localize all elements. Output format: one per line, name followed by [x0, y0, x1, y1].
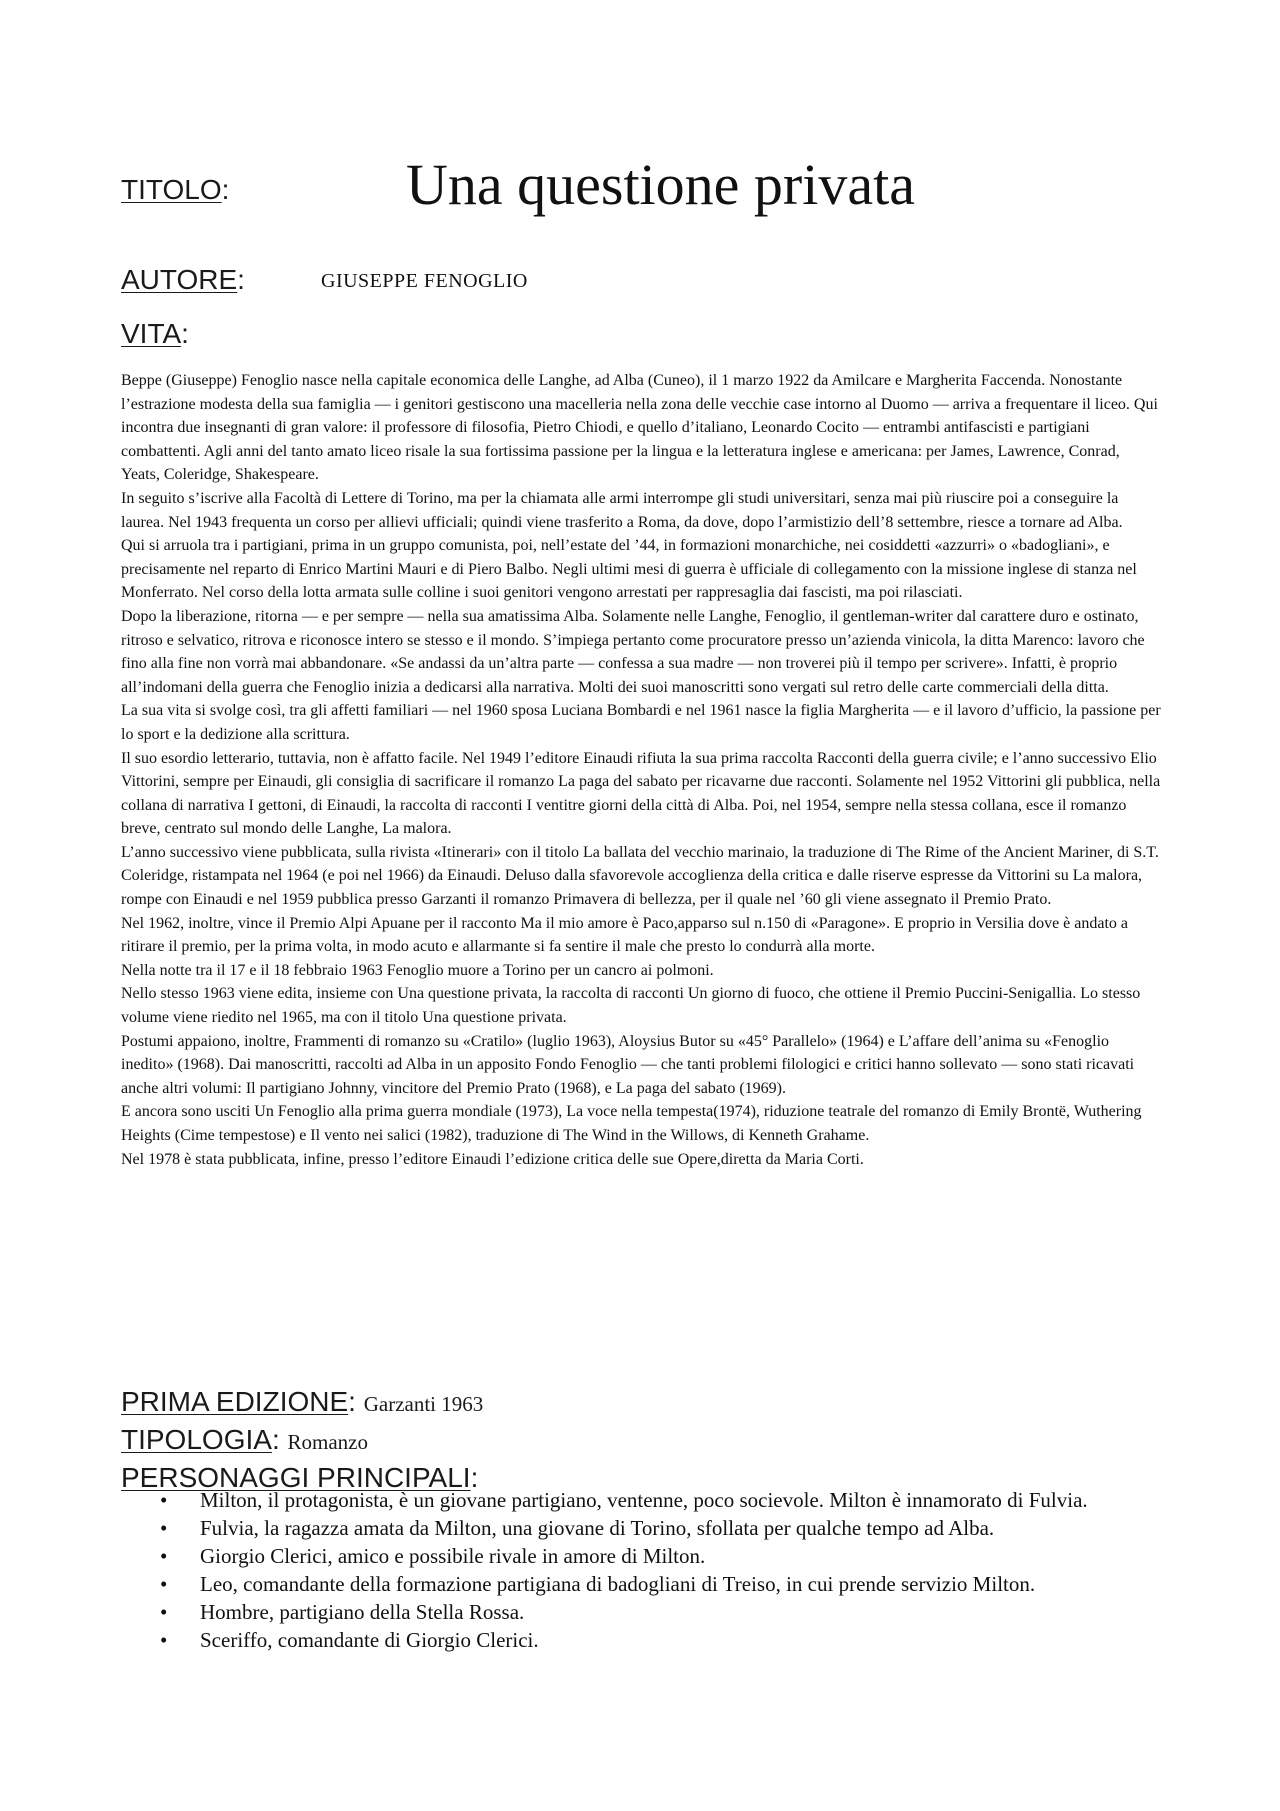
- bio-paragraph: Il suo esordio letterario, tuttavia, non è affatto facile. Nel 1949 l’editore Einaudi rifiuta la sua prima raccolta Racconti della guerra civile; e l’anno successivo Elio Vittorini, sempre per Einaudi, gli consiglia di sacrificare il romanzo La paga del sabato per ricavarne due racconti. Solamente nel 1952 Vittorini gli pubblica, nella collana di narrativa I gettoni, di Einaudi, la raccolta di racconti I ventitre giorni della città di Alba. Poi, nel 1954, sempre nella stessa collana, esce il romanzo breve, centrato sul mondo delle Langhe, La malora.: [121, 749, 1161, 838]
- bio-paragraph: Dopo la liberazione, ritorna — e per sempre — nella sua amatissima Alba. Solamente nelle Langhe, Fenoglio, il gentleman-writer dal carattere duro e ostinato, ritroso e selvatico, ritrova e riconosce intero se stesso e il mondo. S’impiega pertanto come procuratore presso un’azienda vinicola, la ditta Marenco: lavoro che fino alla fine non vorrà mai abbandonare. «Se andassi da un’altra parte — confessa a sua madre — non troverei più il tempo per scrivere». Infatti, è proprio all’indomani della guerra che Fenoglio inizia a dedicarsi alla narrativa. Molti dei suoi manoscritti sono vergati sul retro delle carte commerciali della ditta.: [121, 607, 1145, 696]
- character-text: Leo, comandante della formazione partigiana di badogliani di Treiso, in cui prende servizio Milton.: [200, 1572, 1036, 1596]
- list-item: [160, 1542, 1170, 1570]
- characters-list: [160, 1486, 1170, 1654]
- character-text: Giorgio Clerici, amico e possibile rivale in amore di Milton.: [200, 1544, 706, 1568]
- prima-edizione-value: Garzanti 1963: [363, 1392, 484, 1416]
- bio-paragraph: In seguito s’iscrive alla Facoltà di Lettere di Torino, ma per la chiamata alle armi interrompe gli studi universitari, senza mai più riuscire poi a conseguire la laurea. Nel 1943 frequenta un corso per allievi ufficiali; quindi viene trasferito a Roma, da dove, dopo l’armistizio dell’8 settembre, riesce a tornare ad Alba.: [121, 489, 1123, 531]
- prima-edizione-row: PRIMA EDIZIONE: Garzanti 1963: [121, 1386, 484, 1417]
- bio-paragraph: Qui si arruola tra i partigiani, prima in un gruppo comunista, poi, nell’estate del ’44, in formazioni monarchiche, nei cosiddetti «azzurri» o «badogliani», e precisamente nel reparto di Enrico Martini Mauri e di Piero Balbo. Negli ultimi mesi di guerra è ufficiale di collegamento con la missione inglese di stanza nel Monferrato. Nel corso della lotta armata sulle colline i suoi genitori vengono arrestati per rappresaglia dai fascisti, ma poi rilasciati.: [121, 537, 1137, 602]
- biography-text: [121, 369, 1161, 1171]
- personaggi-label: PERSONAGGI PRINCIPALI: [121, 1462, 471, 1493]
- bio-paragraph: Nello stesso 1963 viene edita, insieme con Una questione privata, la raccolta di racconti Un giorno di fuoco, che ottiene il Premio Puccini-Senigallia. Lo stesso volume viene riedito nel 1965, ma con il titolo Una questione privata.: [121, 985, 1141, 1027]
- bio-paragraph: Beppe (Giuseppe) Fenoglio nasce nella capitale economica delle Langhe, ad Alba (Cuneo), il 1 marzo 1922 da Amilcare e Margherita Faccenda. Nonostante l’estrazione modesta della sua famiglia — i genitori gestiscono una macelleria nella zona delle vecchie case intorno al Duomo — arriva a frequentare il liceo. Qui incontra due insegnanti di gran valore: il professore di filosofia, Pietro Chiodi, e quello d’italiano, Leonardo Cocito — entrambi antifascisti e partigiani combattenti. Agli anni del tanto amato liceo risale la sua fortissima passione per la lingua e la letteratura inglese e americana: per James, Lawrence, Conrad, Yeats, Coleridge, Shakespeare.: [121, 372, 1158, 484]
- bullet-icon: •: [160, 1544, 168, 1568]
- bullet-icon: •: [160, 1516, 168, 1540]
- bullet-icon: •: [160, 1572, 168, 1596]
- prima-edizione-label: PRIMA EDIZIONE: [121, 1386, 349, 1417]
- autore-label: AUTORE:: [121, 264, 245, 295]
- bullet-icon: •: [160, 1628, 168, 1652]
- character-text: Fulvia, la ragazza amata da Milton, una giovane di Torino, sfollata per qualche tempo ad Alba.: [200, 1516, 995, 1540]
- bio-paragraph: Nella notte tra il 17 e il 18 febbraio 1963 Fenoglio muore a Torino per un cancro ai polmoni.: [121, 961, 714, 979]
- bio-paragraph: L’anno successivo viene pubblicata, sulla rivista «Itinerari» con il titolo La ballata del vecchio marinaio, la traduzione di The Rime of the Ancient Mariner, di S.T. Coleridge, ristampata nel 1964 (e poi nel 1966) da Einaudi. Deluso dalla sfavorevole accoglienza della critica e dalle riserve espresse da Vittorini su La malora, rompe con Einaudi e nel 1959 pubblica presso Garzanti il romanzo Primavera di bellezza, per il quale nel ’60 gli viene assegnato il Premio Prato.: [121, 843, 1159, 909]
- list-item: [160, 1598, 1170, 1626]
- character-text: Hombre, partigiano della Stella Rossa.: [200, 1600, 525, 1624]
- list-item: [160, 1514, 1170, 1542]
- list-item: [160, 1626, 1170, 1654]
- bio-paragraph: E ancora sono usciti Un Fenoglio alla prima guerra mondiale (1973), La voce nella tempesta(1974), riduzione teatrale del romanzo di Emily Brontë, Wuthering Heights (Cime tempestose) e Il vento nei salici (1982), traduzione di The Wind in the Willows, di Kenneth Grahame.: [121, 1103, 1142, 1144]
- tipologia-label: TIPOLOGIA: [121, 1424, 272, 1455]
- bio-paragraph: Nel 1978 è stata pubblicata, infine, presso l’editore Einaudi l’edizione critica delle sue Opere,diretta da Maria Corti.: [121, 1150, 864, 1168]
- character-text: Sceriffo, comandante di Giorgio Clerici.: [200, 1628, 539, 1652]
- titolo-label: TITOLO:: [121, 174, 230, 205]
- bullet-icon: •: [160, 1600, 168, 1624]
- book-metadata: [121, 1384, 1161, 1496]
- character-text: Milton, il protagonista, è un giovane partigiano, ventenne, poco socievole. Milton è innamorato di Fulvia.: [200, 1488, 1088, 1512]
- title-row: [121, 150, 1161, 230]
- list-item: [160, 1486, 1170, 1514]
- bio-paragraph: La sua vita si svolge così, tra gli affetti familiari — nel 1960 sposa Luciana Bombardi e nel 1961 nasce la figlia Margherita — e il lavoro d’ufficio, la passione per lo sport e la dedizione alla scrittura.: [121, 702, 1161, 743]
- document-title: Una questione privata: [406, 152, 915, 217]
- tipologia-row: TIPOLOGIA: Romanzo: [121, 1424, 368, 1455]
- author-row: [121, 264, 1161, 304]
- bullet-icon: •: [160, 1488, 168, 1512]
- personaggi-row: PERSONAGGI PRINCIPALI:: [121, 1462, 479, 1493]
- vita-label: VITA:: [121, 318, 189, 349]
- bio-paragraph: Postumi appaiono, inoltre, Frammenti di romanzo su «Cratilo» (luglio 1963), Aloysius Butor su «45° Parallelo» (1964) e L’affare dell’anima su «Fenoglio inedito» (1968). Dai manoscritti, raccolti ad Alba in un apposito Fondo Fenoglio — che tanti problemi filologici e critici hanno sollevato — sono stati ricavati anche altri volumi: Il partigiano Johnny, vincitore del Premio Prato (1968), e La paga del sabato (1969).: [121, 1032, 1135, 1097]
- author-name: GIUSEPPE FENOGLIO: [321, 270, 528, 292]
- tipologia-value: Romanzo: [287, 1430, 368, 1454]
- bio-paragraph: Nel 1962, inoltre, vince il Premio Alpi Apuane per il racconto Ma il mio amore è Paco,apparso sul n.150 di «Paragone». E proprio in Versilia dove è andato a ritirare il premio, per la prima volta, in modo acuto e allarmante si fa sentire il male che presto lo condurrà alla morte.: [121, 914, 1129, 956]
- list-item: [160, 1570, 1170, 1598]
